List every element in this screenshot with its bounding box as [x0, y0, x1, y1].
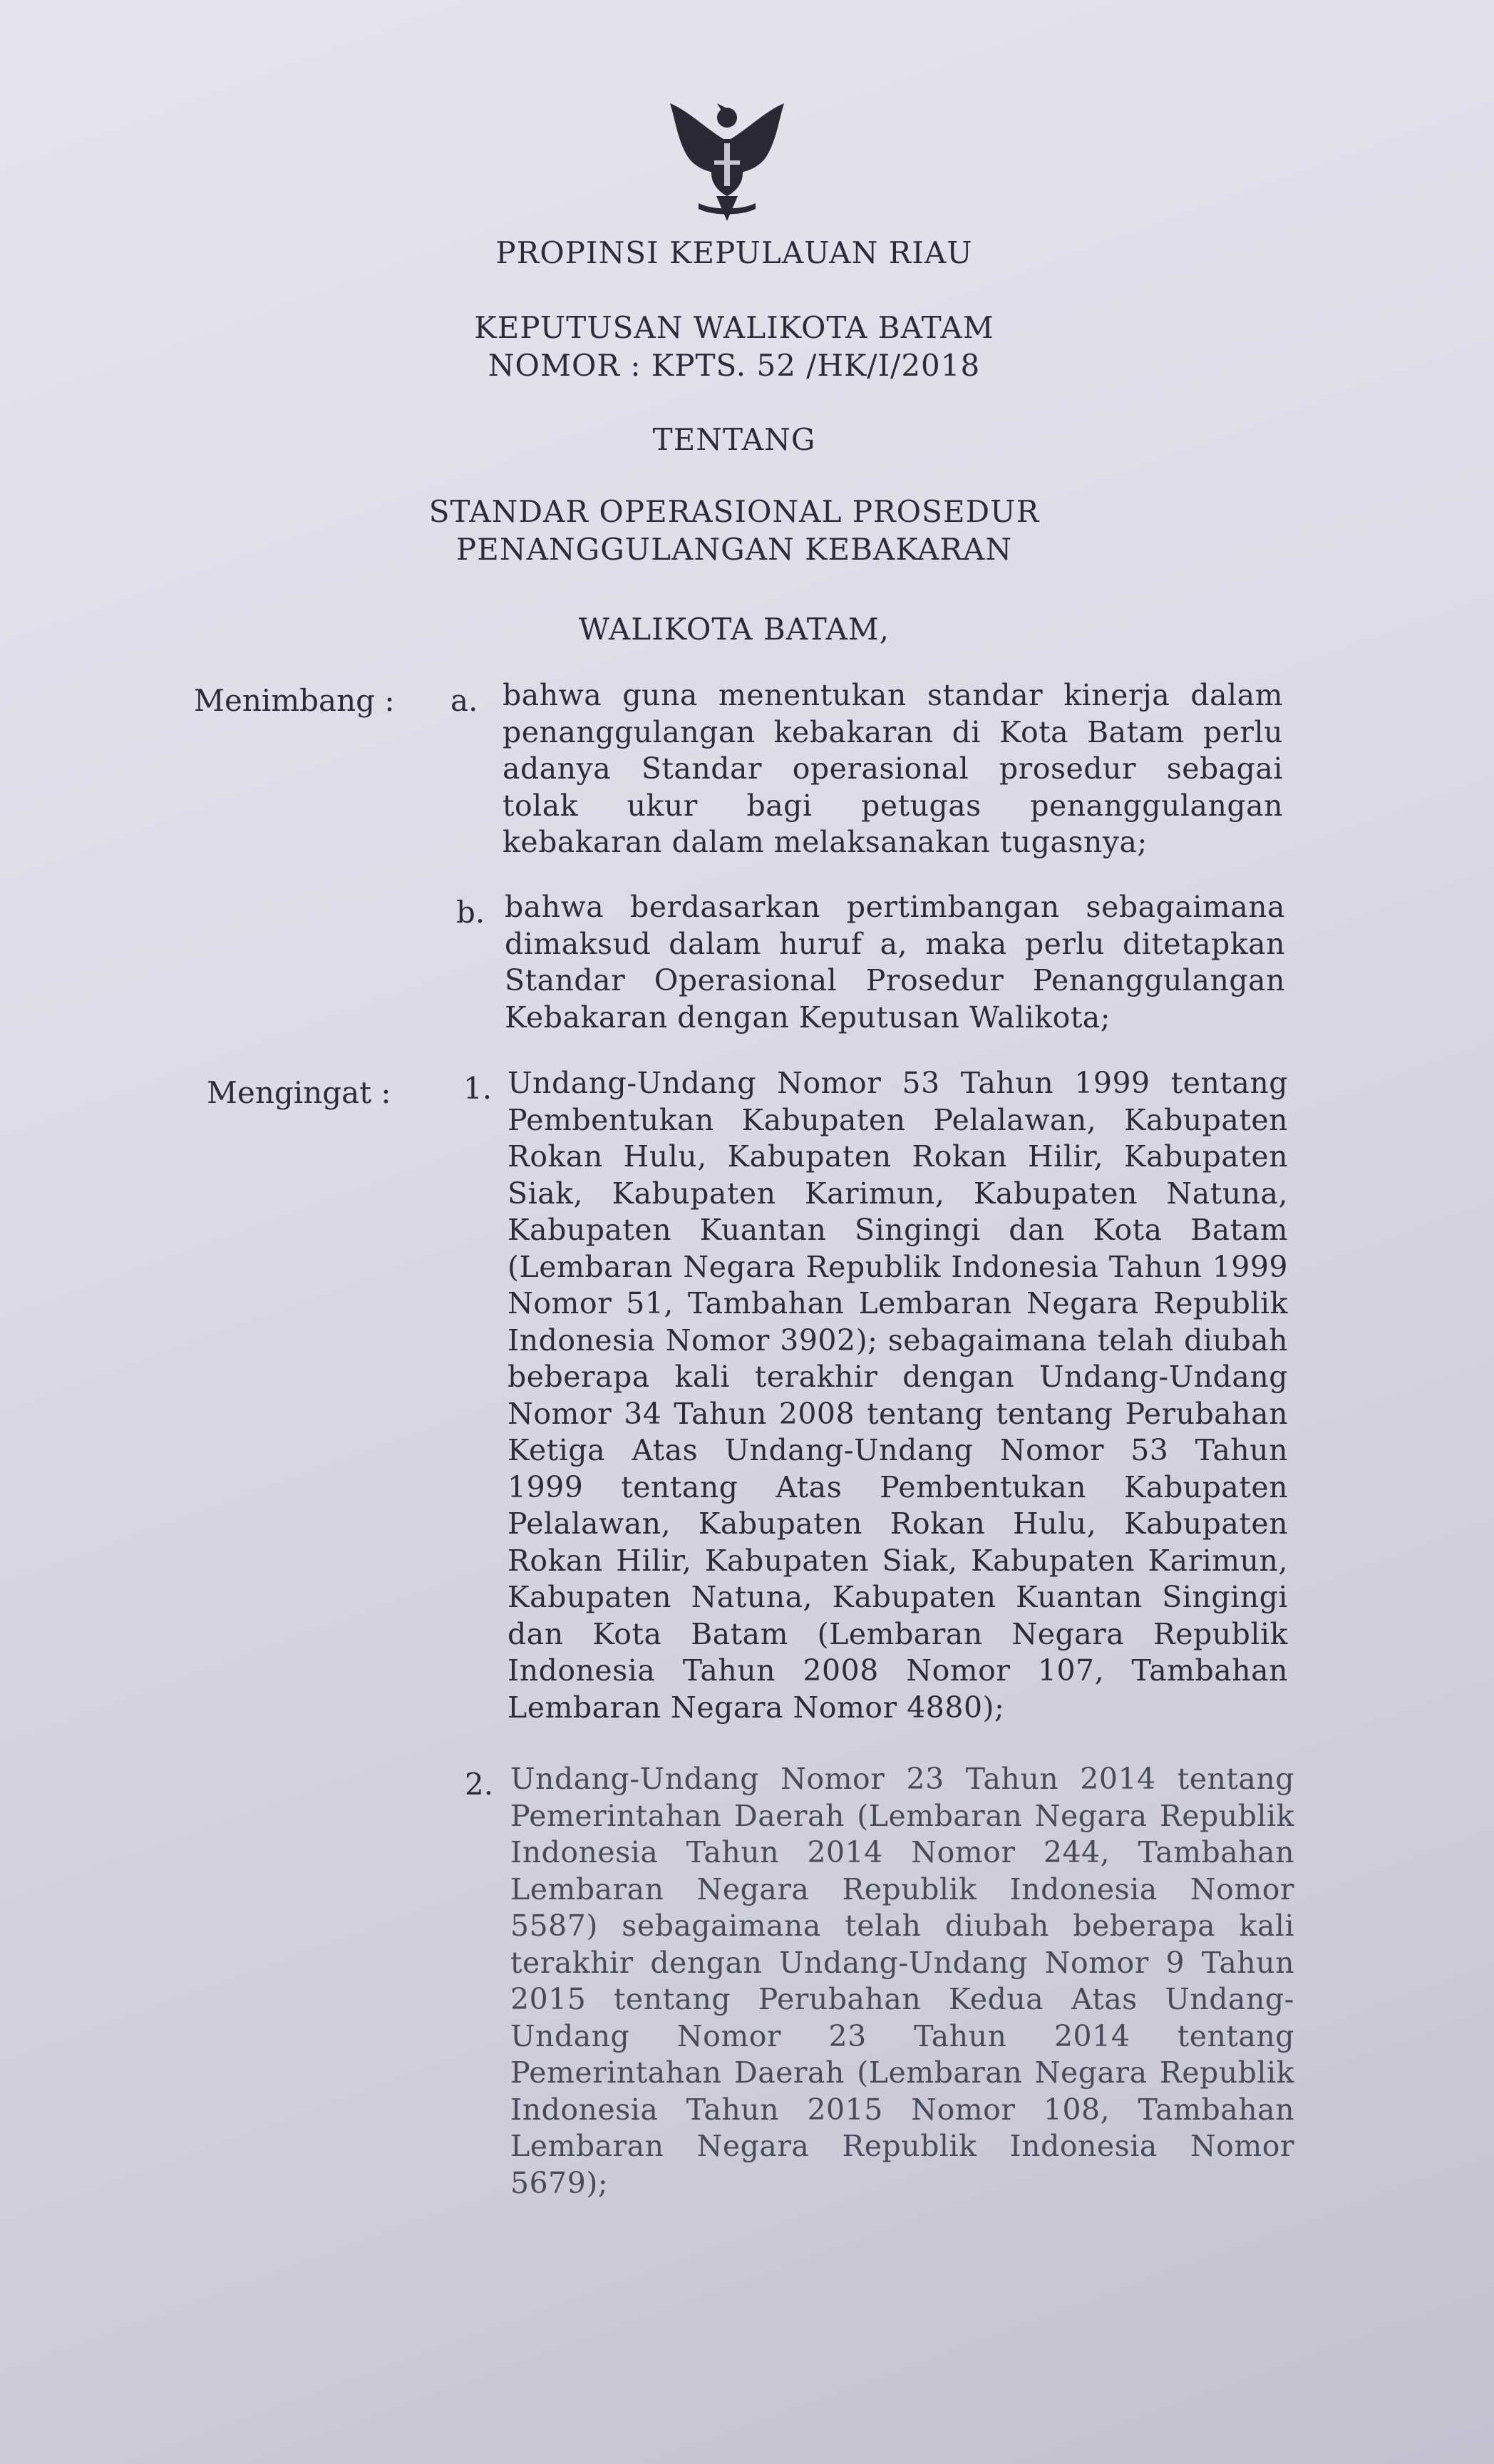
province-name: PROPINSI KEPULAUAN RIAU — [495, 235, 973, 270]
issuer-heading: WALIKOTA BATAM, — [578, 612, 890, 647]
subject-line-1: STANDAR OPERASIONAL PROSEDUR — [428, 494, 1040, 529]
garuda-emblem-icon — [656, 89, 798, 232]
menimbang-item-b: bahwa berdasarkan pertimbangan sebagaimana dimaksud dalam huruf a, maka perlu ditetapkan Standar Operasional Prosedur Penanggulangan Kebakaran dengan Keputusan Walikota; — [505, 890, 1285, 1035]
mengingat-item-2: Undang-Undang Nomor 23 Tahun 2014 tentang Pemerintahan Daerah (Lembaran Negara Republik Indonesia Tahun 2014 Nomor 244, Tambahan Lembaran Negara Republik Indonesia Nomor 5587) sebagaimana telah diubah beberapa kali terakhir dengan Undang-Undang Nomor 9 Tahun 2015 tentang Perubahan Kedua Atas Undang-Undang Nomor 23 Tahun 2014 tentang Pemerintahan Daerah (Lembaran Negara Republik Indonesia Tahun 2015 Nomor 108, Tambahan Lembaran Negara Republik Indonesia Nomor 5679); — [510, 1762, 1294, 2200]
mengingat-marker-2: 2. — [465, 1767, 494, 1802]
menimbang-marker-b: b. — [456, 895, 485, 930]
menimbang-marker-a: a. — [450, 683, 478, 718]
mengingat-marker-1: 1. — [463, 1071, 493, 1106]
subject-line-2: PENANGGULANGAN KEBAKARAN — [455, 532, 1013, 567]
about-heading: TENTANG — [652, 422, 816, 457]
menimbang-label: Menimbang : — [194, 683, 395, 718]
decree-title: KEPUTUSAN WALIKOTA BATAM — [474, 310, 994, 345]
decree-number: NOMOR : KPTS. 52 /HK/I/2018 — [488, 348, 981, 383]
mengingat-label: Mengingat : — [207, 1075, 391, 1110]
menimbang-item-a: bahwa guna menentukan standar kinerja dalam penanggulangan kebakaran di Kota Batam perlu adanya Standar operasional prosedur sebagai tolak ukur bagi petugas penanggulangan kebakaran dalam melaksanakan tugasnya; — [503, 678, 1283, 859]
mengingat-item-1: Undang-Undang Nomor 53 Tahun 1999 tentang Pembentukan Kabupaten Pelalawan, Kabupaten Rokan Hulu, Kabupaten Rokan Hilir, Kabupaten Siak, Kabupaten Karimun, Kabupaten Natuna, Kabupaten Kuantan Singingi dan Kota Batam (Lembaran Negara Republik Indonesia Tahun 1999 Nomor 51, Tambahan Lembaran Negara Republik Indonesia Nomor 3902); sebagaimana telah diubah beberapa kali terakhir dengan Undang-Undang Nomor 34 Tahun 2008 tentang tentang Perubahan Ketiga Atas Undang-Undang Nomor 53 Tahun 1999 tentang Atas Pembentukan Kabupaten Pelalawan, Kabupaten Rokan Hulu, Kabupaten Rokan Hilir, Kabupaten Siak, Kabupaten Karimun, Kabupaten Natuna, Kabupaten Kuantan Singingi dan Kota Batam (Lembaran Negara Republik Indonesia Tahun 2008 Nomor 107, Tambahan Lembaran Negara Nomor 4880); — [508, 1066, 1288, 1725]
